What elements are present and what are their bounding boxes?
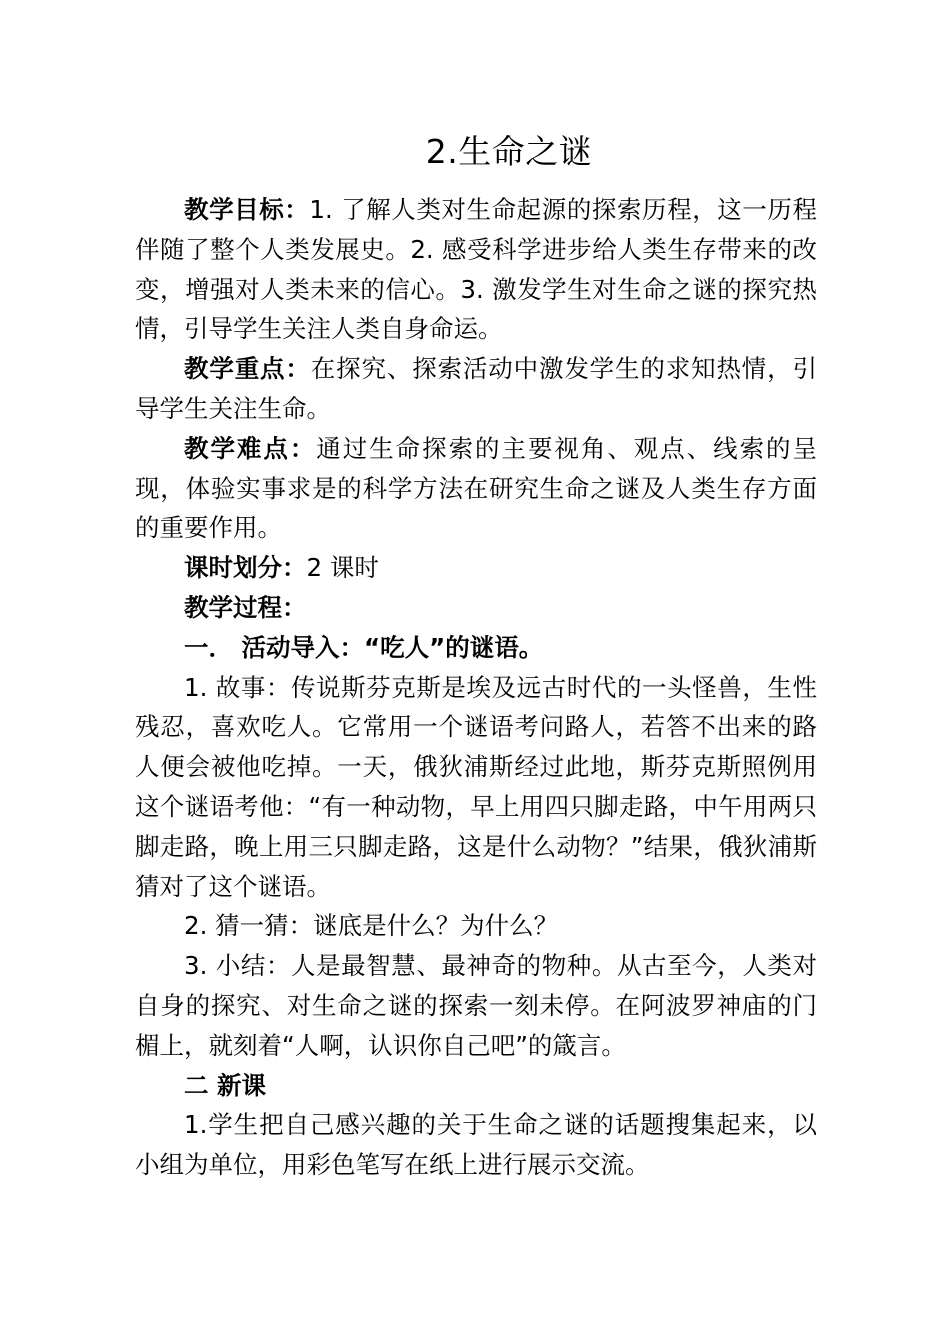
section2-item: 1.学生把自己感兴趣的关于生命之谜的话题搜集起来，以小组为单位，用彩色笔写在纸上进行展示交流。 bbox=[135, 1110, 817, 1180]
key-points-label: 教学重点： bbox=[184, 354, 311, 384]
section1-item: 1. 故事：传说斯芬克斯是埃及远古时代的一头怪兽，生性残忍，喜欢吃人。它常用一个谜语考问路人，若答不出来的路人便会被他吃掉。一天，俄狄浦斯经过此地，斯芬克斯照例用这个谜语考他：“有一种动物，早上用四只脚走路，中午用两只脚走路，晚上用三只脚走路，这是什么动物？”结果，俄狄浦斯猜对了这个谜语。 bbox=[135, 672, 817, 901]
key-points-text: 在探究、探索活动中激发学生的求知热情，引导学生关注生命。 bbox=[135, 354, 818, 423]
lesson-plan-page bbox=[135, 128, 817, 1185]
section2-heading: 二 新课 bbox=[184, 1070, 267, 1100]
document-title: 2.生命之谜 bbox=[425, 132, 593, 171]
difficulties-label: 教学难点： bbox=[184, 433, 317, 463]
objectives-paragraph bbox=[135, 190, 817, 349]
section1-item: 2. 猜一猜：谜底是什么？为什么？ bbox=[184, 911, 559, 941]
periods-text: 2 课时 bbox=[306, 553, 379, 583]
objectives-text: 1. 了解人类对生命起源的探索历程，这一历程伴随了整个人类发展史。2. 感受科学进步给人类生存带来的改变，增强对人类未来的信心。3. 激发学生对生命之谜的探究热情，引导学生关注人类自身命运。 bbox=[135, 195, 817, 344]
objectives-label: 教学目标： bbox=[184, 195, 310, 224]
difficulties-paragraph bbox=[135, 429, 817, 548]
key-points-paragraph bbox=[135, 349, 817, 429]
periods-paragraph bbox=[135, 548, 817, 588]
section1-heading: 一． 活动导入：“吃人”的谜语。 bbox=[184, 632, 544, 662]
process-heading: 教学过程： bbox=[184, 592, 307, 622]
section1-item: 3. 小结：人是最智慧、最神奇的物种。从古至今，人类对自身的探究、对生命之谜的探索一刻未停。在阿波罗神庙的门楣上，就刻着“人啊，认识你自己吧”的箴言。 bbox=[135, 951, 817, 1060]
difficulties-text: 通过生命探索的主要视角、观点、线索的呈现，体验实事求是的科学方法在研究生命之谜及人类生存方面的重要作用。 bbox=[135, 433, 818, 543]
periods-label: 课时划分： bbox=[184, 553, 307, 583]
